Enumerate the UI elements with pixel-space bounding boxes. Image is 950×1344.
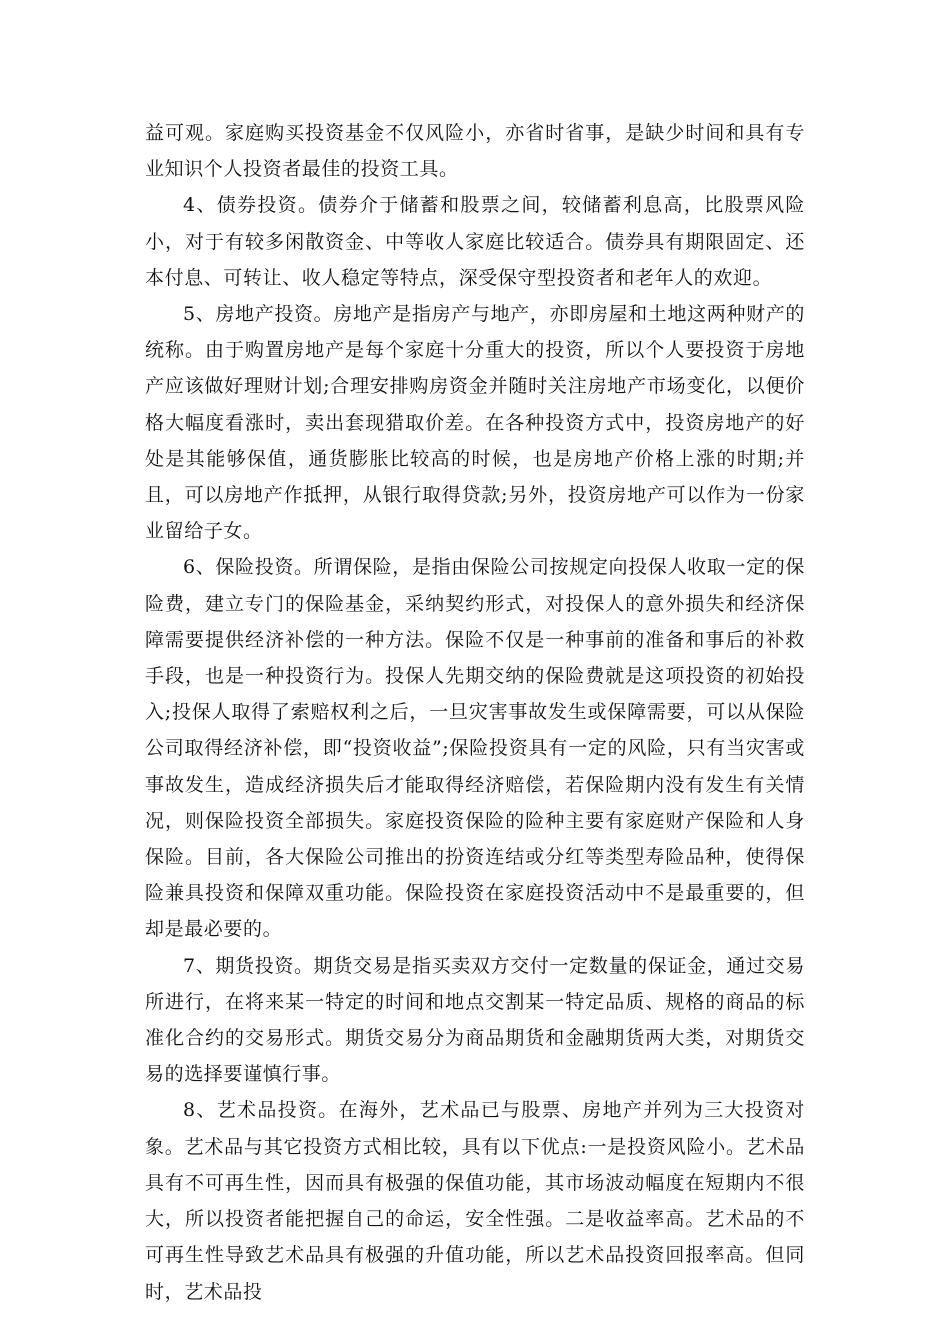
paragraph-futures-investment: 7、期货投资。期货交易是指买卖双方交付一定数量的保证金，通过交易所进行，在将来某一特定的时间和地点交割某一特定品质、规格的商品的标准化合约的交易形式。期货交易分为商品期货和金融期货两大类，对期货交易的选择要谨慎行事。 (145, 954, 805, 1086)
document-body (145, 115, 805, 1310)
paragraph-bond-investment: 4、债券投资。债券介于储蓄和股票之间，较储蓄利息高，比股票风险小，对于有较多闲散资金、中等收人家庭比较适合。债券具有期限固定、还本付息、可转让、收人稳定等特点，深受保守型投资者和老年人的欢迎。 (145, 194, 805, 289)
paragraph-art-investment: 8、艺术品投资。在海外，艺术品已与股票、房地产并列为三大投资对象。艺术品与其它投资方式相比较，具有以下优点:一是投资风险小。艺术品具有不可再生性，因而具有极强的保值功能，其市场波动幅度在短期内不很大，所以投资者能把握自己的命运，安全性强。二是收益率高。艺术品的不可再生性导致艺术品具有极强的升值功能，所以艺术品投资回报率高。但同时，艺术品投 (145, 1099, 805, 1303)
paragraph-real-estate-investment: 5、房地产投资。房地产是指房产与地产，亦即房屋和土地这两种财产的统称。由于购置房地产是每个家庭十分重大的投资，所以个人要投资于房地产应该做好理财计划;合理安排购房资金并随时关注房地产市场变化，以便价格大幅度看涨时，卖出套现猎取价差。在各种投资方式中，投资房地产的好处是其能够保值，通货膨胀比较高的时候，也是房地产价格上涨的时期;并且，可以房地产作抵押，从银行取得贷款;另外，投资房地产可以作为一份家业留给子女。 (145, 303, 805, 543)
paragraph-fund-continuation: 益可观。家庭购买投资基金不仅风险小，亦省时省事，是缺少时间和具有专业知识个人投资者最佳的投资工具。 (145, 122, 805, 181)
paragraph-insurance-investment: 6、保险投资。所谓保险，是指由保险公司按规定向投保人收取一定的保险费，建立专门的保险基金，采纳契约形式，对投保人的意外损失和经济保障需要提供经济补偿的一种方法。保险不仅是一种事前的准备和事后的补救手段，也是一种投资行为。投保人先期交纳的保险费就是这项投资的初始投入;投保人取得了索赔权利之后，一旦灾害事故发生或保障需要，可以从保险公司取得经济补偿，即“投资收益”;保险投资具有一定的风险，只有当灾害或事故发生，造成经济损失后才能取得经济赔偿，若保险期内没有发生有关情况，则保险投资全部损失。家庭投资保险的险种主要有家庭财产保险和人身保险。目前，各大保险公司推出的扮资连结或分红等类型寿险品种，使得保险兼具投资和保障双重功能。保险投资在家庭投资活动中不是最重要的，但却是最必要的。 (145, 556, 805, 941)
